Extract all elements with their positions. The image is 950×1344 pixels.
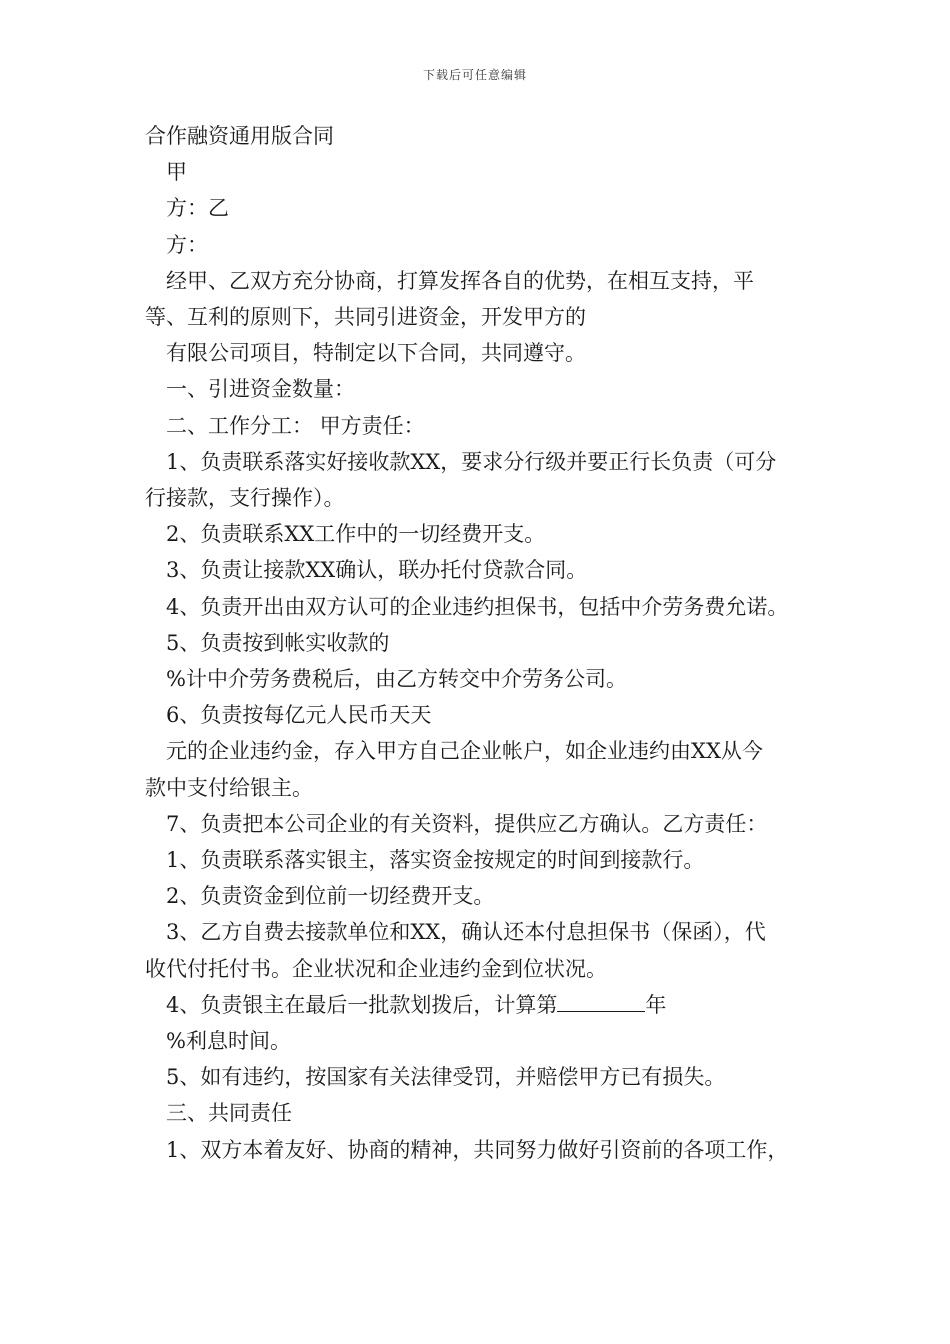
clause-line: 4、负责开出由双方认可的企业违约担保书，包括中介劳务费允诺。 xyxy=(166,594,789,619)
clause-line: 5、如有违约，按国家有关法律受罚，并赔偿甲方已有损失。 xyxy=(166,1065,726,1090)
clause-line: 1、负责联系落实好接收款XX，要求分行级并要正行长负责（可分 xyxy=(166,449,777,474)
section-heading: 一、引进资金数量： xyxy=(166,377,355,402)
clause-line: 款中支付给银主。 xyxy=(145,775,313,800)
clause-line: 3、乙方自费去接款单位和XX，确认还本付息担保书（保函），代 xyxy=(166,920,766,945)
clause-text-suffix: 年 xyxy=(645,992,667,1017)
clause-line: 行接款，支行操作）。 xyxy=(145,486,345,511)
clause-line: 2、负责联系XX工作中的一切经费开支。 xyxy=(166,522,546,547)
paragraph-line: 有限公司项目，特制定以下合同，共同遵守。 xyxy=(166,341,586,366)
document-title: 合作融资通用版合同 xyxy=(145,124,334,148)
clause-line: 收代付托付书。企业状况和企业违约金到位状况。 xyxy=(145,956,607,981)
document-body xyxy=(145,118,820,1168)
clause-line: %计中介劳务费税后，由乙方转交中介劳务公司。 xyxy=(166,667,627,692)
paragraph-line: 经甲、乙双方充分协商，打算发挥各自的优势，在相互支持，平 xyxy=(166,268,754,293)
paragraph-line: 等、互利的原则下，共同引进资金，开发甲方的 xyxy=(145,305,586,330)
clause-line: 6、负责按每亿元人民币天天 xyxy=(166,703,432,728)
section-heading: 三、共同责任 xyxy=(166,1101,292,1126)
clause-line: 2、负责资金到位前一切经费开支。 xyxy=(166,884,495,909)
page-header-note: 下载后可任意编辑 xyxy=(422,68,527,82)
clause-line: %利息时间。 xyxy=(166,1029,291,1054)
party-b-colon: 方： xyxy=(166,232,208,257)
party-a-label: 甲 xyxy=(166,160,187,185)
clause-line: 1、双方本着友好、协商的精神，共同努力做好引资前的各项工作， xyxy=(166,1137,789,1162)
clause-line: 5、负责按到帐实收款的 xyxy=(166,630,390,655)
clause-line: 1、负责联系落实银主，落实资金按规定的时间到接款行。 xyxy=(166,848,705,873)
clause-line-with-blank xyxy=(145,987,820,1023)
clause-line: 元的企业违约金，存入甲方自己企业帐户，如企业违约由XX从今 xyxy=(166,739,763,764)
section-heading: 二、工作分工： 甲方责任： xyxy=(166,413,425,438)
clause-line: 3、负责让接款XX确认，联办托付贷款合同。 xyxy=(166,558,588,583)
party-b-label: 方：乙 xyxy=(166,196,229,221)
fill-in-blank xyxy=(557,993,645,1012)
clause-line: 7、负责把本公司企业的有关资料，提供应乙方确认。乙方责任： xyxy=(166,811,768,836)
clause-text: 4、负责银主在最后一批款划拨后，计算第 xyxy=(166,992,558,1017)
